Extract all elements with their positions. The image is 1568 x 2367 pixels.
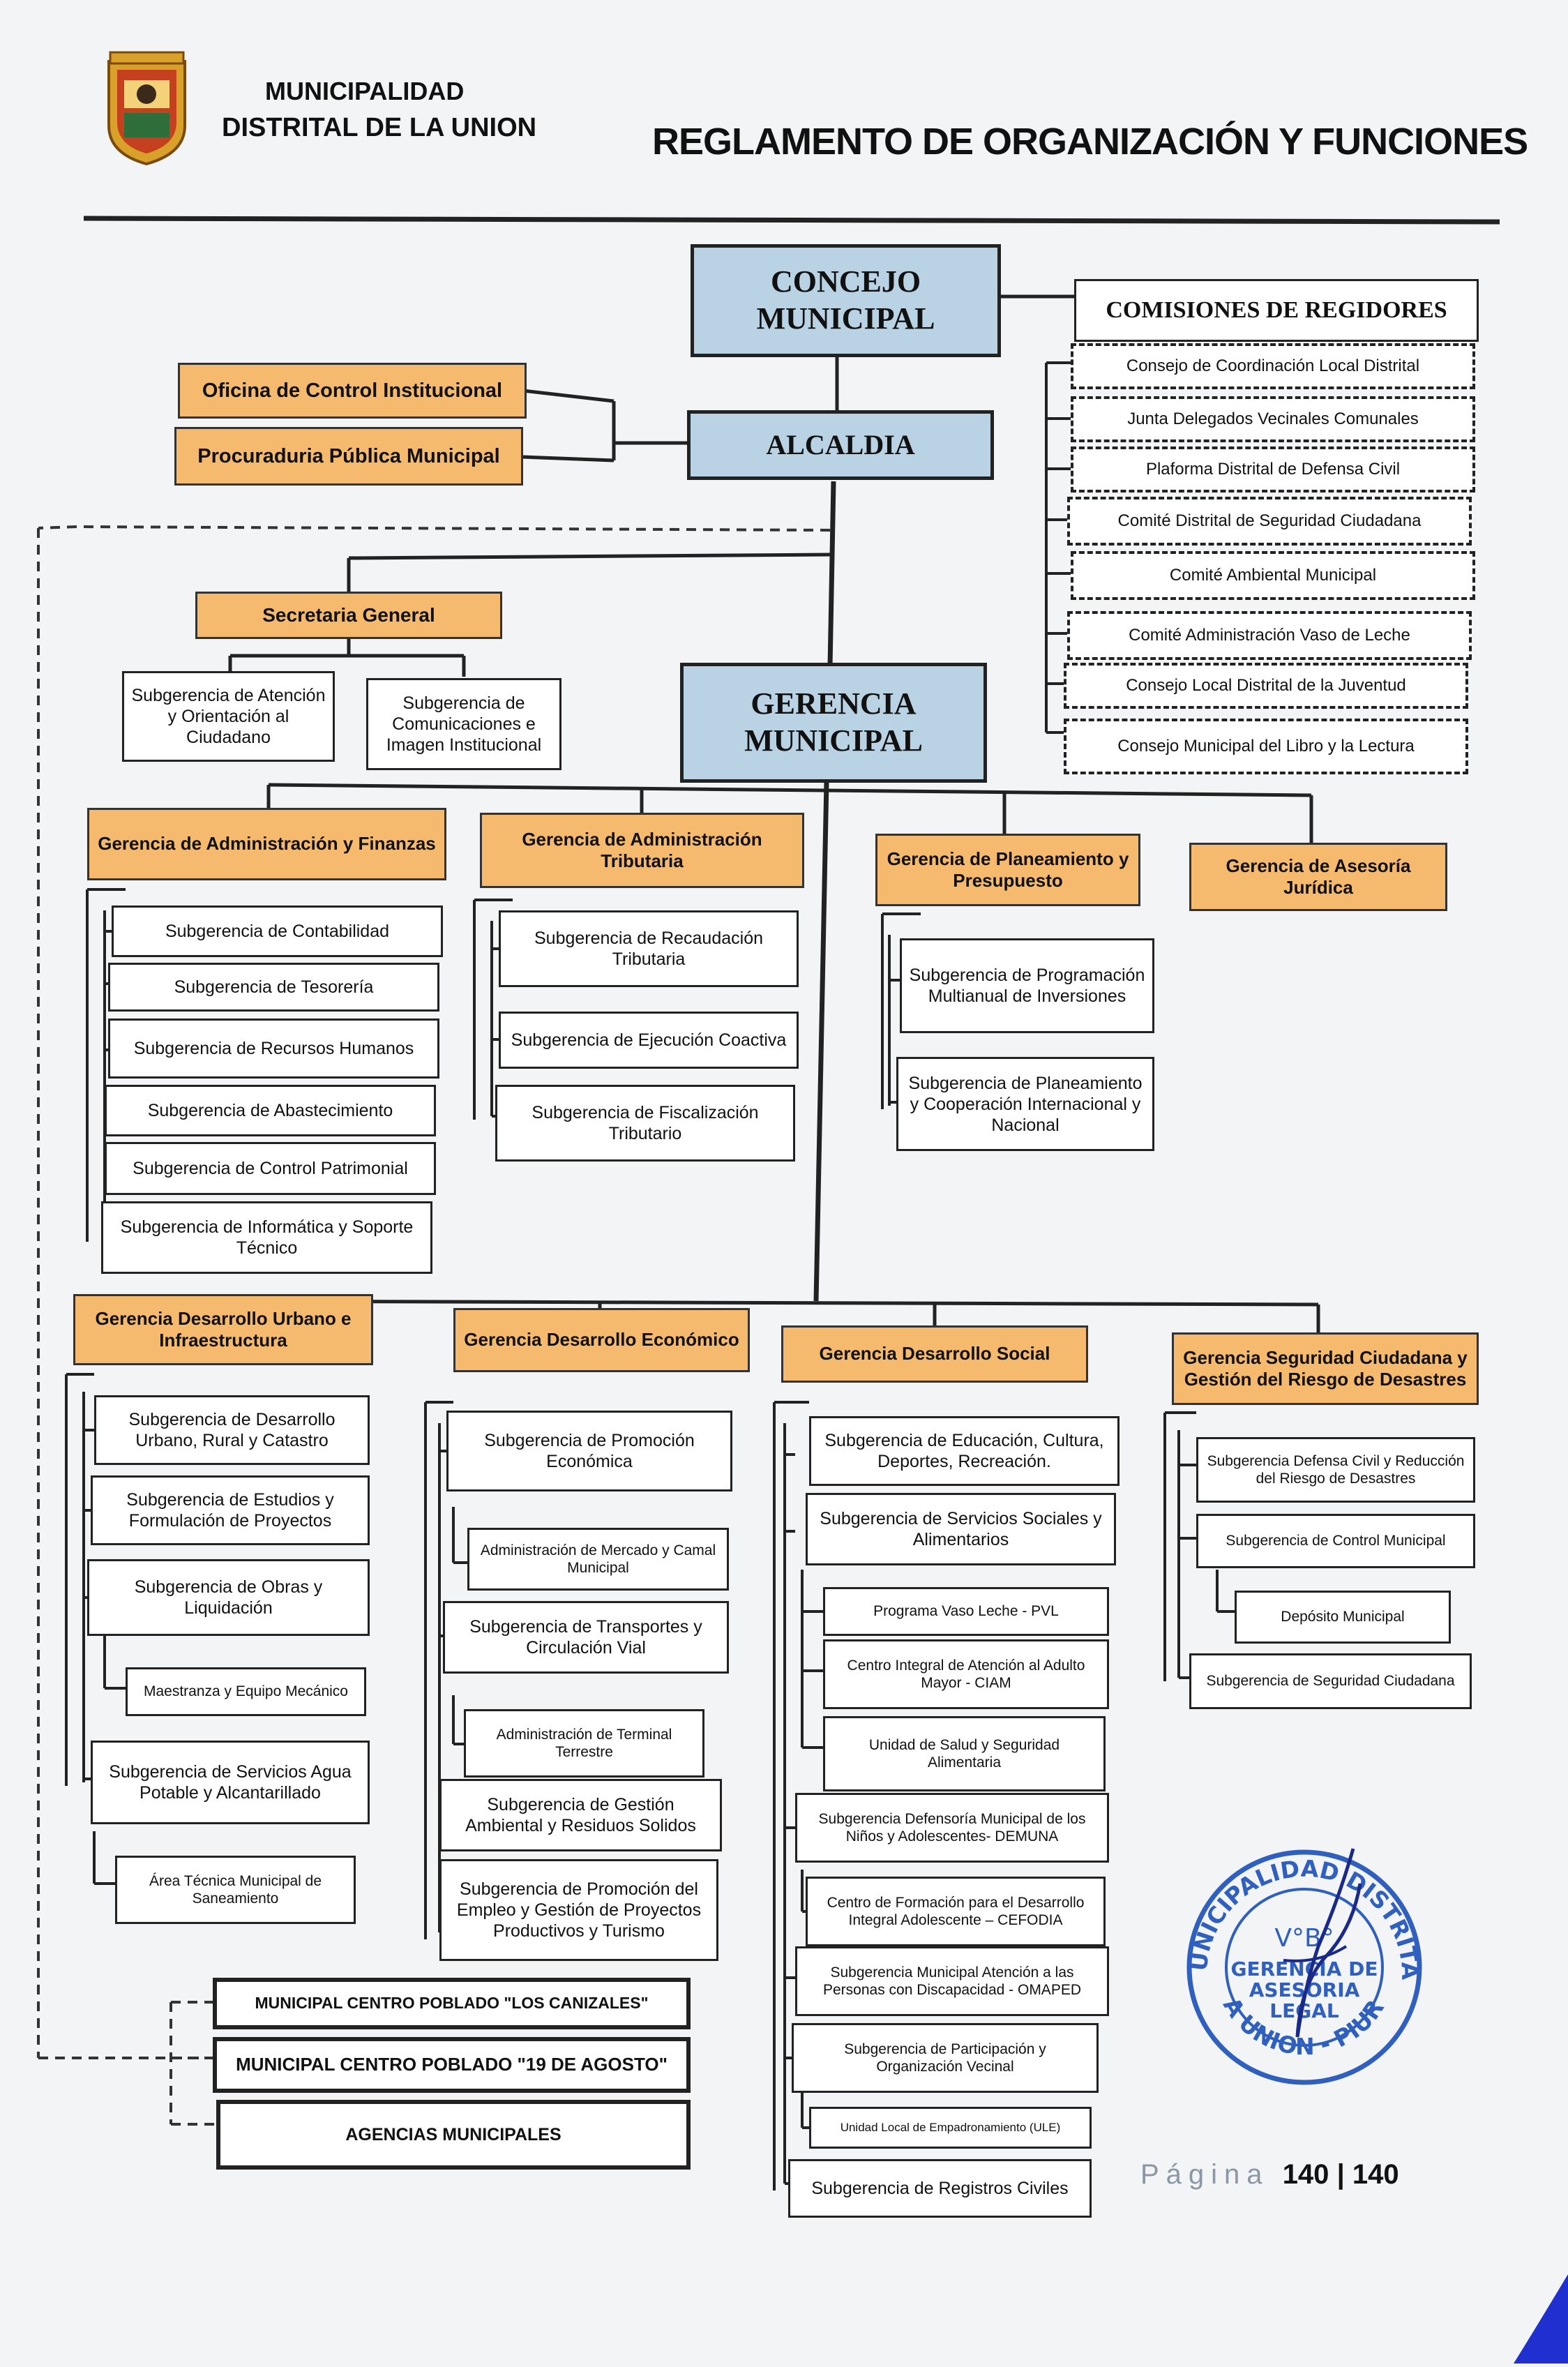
subgerencia-item: Subgerencia de Contabilidad (112, 906, 443, 957)
gerencia-administracion-tributaria: Gerencia de Administración Tributaria (480, 813, 804, 888)
subgerencia-item: Subgerencia Defensa Civil y Reducción del Riesgo de Desastres (1196, 1437, 1475, 1503)
stamp-line2: ASESORIA (1249, 1978, 1360, 2001)
subgerencia-item: Subgerencia de Participación y Organización Vecinal (792, 2023, 1099, 2093)
subgerencia-item: Subgerencia de Fiscalización Tributario (495, 1085, 795, 1162)
subgerencia-item: Subgerencia de Gestión Ambiental y Residuos Solidos (439, 1779, 722, 1851)
gerencia-administracion-finanzas: Gerencia de Administración y Finanzas (87, 808, 446, 880)
procuraduria-publica: Procuraduria Pública Municipal (174, 427, 523, 486)
institution-name-line1: MUNICIPALIDAD (265, 77, 465, 105)
concejo-municipal-box: CONCEJO MUNICIPAL (691, 244, 1001, 357)
centro-poblado-19-agosto: MUNICIPAL CENTRO POBLADO "19 DE AGOSTO" (213, 2037, 691, 2093)
subgerencia-item: Subgerencia de Estudios y Formulación de Proyectos (91, 1475, 370, 1545)
subgerencia-item: Subgerencia de Recaudación Tributaria (499, 910, 799, 987)
gerencia-desarrollo-urbano: Gerencia Desarrollo Urbano e Infraestructura (73, 1294, 373, 1365)
comision-item: Comité Distrital de Seguridad Ciudadana (1067, 497, 1472, 546)
subgerencia-item: Subgerencia de Educación, Cultura, Deportes, Recreación. (809, 1416, 1120, 1486)
subgerencia-item: Subgerencia de Planeamiento y Cooperación Internacional y Nacional (896, 1057, 1154, 1151)
comisiones-regidores-title: COMISIONES DE REGIDORES (1074, 279, 1479, 342)
subgerencia-item: Subgerencia de Informática y Soporte Técnico (101, 1201, 432, 1274)
subgerencia-item: Administración de Mercado y Camal Municipal (467, 1528, 729, 1591)
comision-item: Comité Administración Vaso de Leche (1067, 611, 1472, 660)
subgerencia-item: Maestranza y Equipo Mecánico (126, 1667, 366, 1716)
document-title: REGLAMENTO DE ORGANIZACIÓN Y FUNCIONES (652, 121, 1528, 163)
stamp-ring-bottom: A UNION - PIUR (1217, 1992, 1389, 2061)
subgerencia-item: Subgerencia de Servicios Sociales y Alimentarios (806, 1493, 1116, 1565)
comision-item: Consejo Municipal del Libro y la Lectura (1064, 719, 1468, 774)
subgerencia-item: Subgerencia de Transportes y Circulación Vial (443, 1601, 729, 1674)
subgerencia-item: Área Técnica Municipal de Saneamiento (115, 1856, 356, 1924)
institution-name-line2: DISTRITAL DE LA UNION (222, 113, 537, 142)
agencias-municipales: AGENCIAS MUNICIPALES (216, 2100, 691, 2170)
gerencia-asesoria-juridica: Gerencia de Asesoría Jurídica (1189, 843, 1447, 911)
subgerencia-item: Subgerencia de Registros Civiles (788, 2159, 1092, 2218)
page-footer (1140, 2159, 1399, 2191)
alcaldia-box: ALCALDIA (687, 410, 994, 480)
centro-poblado-los-canizales: MUNICIPAL CENTRO POBLADO "LOS CANIZALES" (213, 1978, 691, 2029)
subgerencia-item: Unidad Local de Empadronamiento (ULE) (809, 2107, 1092, 2149)
page-total: 140 (1352, 2159, 1399, 2190)
subgerencia-item: Subgerencia de Promoción del Empleo y Gestión de Proyectos Productivos y Turismo (439, 1859, 718, 1961)
subgerencia-item: Unidad de Salud y Seguridad Alimentaria (823, 1716, 1106, 1791)
gerencia-desarrollo-economico: Gerencia Desarrollo Económico (453, 1308, 750, 1372)
comision-item: Comité Ambiental Municipal (1071, 551, 1475, 600)
blue-corner-mark (1507, 2274, 1568, 2364)
subgerencia-item: Subgerencia de Programación Multianual de Inversiones (900, 938, 1154, 1033)
gerencia-municipal-box: GERENCIA MUNICIPAL (680, 663, 987, 783)
subgerencia-item: Subgerencia de Abastecimiento (105, 1085, 436, 1136)
stamp-ring-top: UNICIPALIDAD DISTRITA (1184, 1854, 1424, 1981)
subgerencia-item: Depósito Municipal (1235, 1591, 1451, 1644)
stamp-line3: LEGAL (1269, 1999, 1339, 2022)
comision-item: Plaforma Distrital de Defensa Civil (1071, 446, 1475, 493)
page-label: Página (1140, 2159, 1269, 2190)
page-number: 140 (1282, 2159, 1329, 2190)
subgerencia-item: Programa Vaso Leche - PVL (823, 1587, 1109, 1636)
subgerencia-item: Subgerencia de Desarrollo Urbano, Rural y Catastro (94, 1395, 370, 1465)
sec-sub-comunicaciones: Subgerencia de Comunicaciones e Imagen Institucional (366, 678, 561, 770)
legal-stamp (1179, 1842, 1430, 2093)
gerencia-seguridad-ciudadana: Gerencia Seguridad Ciudadana y Gestión del Riesgo de Desastres (1172, 1332, 1479, 1405)
comision-item: Consejo Local Distrital de la Juventud (1064, 663, 1468, 709)
stamp-line1: GERENCIA DE (1230, 1958, 1378, 1981)
secretaria-general: Secretaria General (195, 592, 502, 639)
subgerencia-item: Subgerencia de Ejecución Coactiva (499, 1012, 799, 1069)
gerencia-desarrollo-social: Gerencia Desarrollo Social (781, 1325, 1088, 1383)
subgerencia-item: Subgerencia de Control Patrimonial (105, 1142, 436, 1195)
sec-sub-atencion: Subgerencia de Atención y Orientación al Ciudadano (122, 671, 335, 762)
stamp-vb: V°B° (1274, 1924, 1334, 1953)
subgerencia-item: Administración de Terminal Terrestre (464, 1709, 704, 1778)
subgerencia-item: Centro Integral de Atención al Adulto Mayor - CIAM (823, 1639, 1109, 1709)
gerencia-planeamiento-presupuesto: Gerencia de Planeamiento y Presupuesto (875, 834, 1140, 906)
subgerencia-item: Subgerencia Defensoría Municipal de los Niños y Adolescentes- DEMUNA (795, 1793, 1109, 1863)
municipal-logo (103, 49, 190, 167)
comision-item: Consejo de Coordinación Local Distrital (1071, 343, 1475, 389)
subgerencia-item: Subgerencia de Obras y Liquidación (87, 1559, 370, 1636)
subgerencia-item: Subgerencia de Recursos Humanos (108, 1019, 439, 1079)
subgerencia-item: Subgerencia de Seguridad Ciudadana (1189, 1653, 1472, 1709)
subgerencia-item: Subgerencia de Tesorería (108, 963, 439, 1012)
subgerencia-item: Subgerencia de Promoción Económica (446, 1411, 732, 1491)
subgerencia-item: Subgerencia de Control Municipal (1196, 1514, 1475, 1568)
oficina-control-institucional: Oficina de Control Institucional (178, 363, 527, 419)
subgerencia-item: Subgerencia Municipal Atención a las Personas con Discapacidad - OMAPED (795, 1946, 1109, 2016)
subgerencia-item: Subgerencia de Servicios Agua Potable y Alcantarillado (91, 1741, 370, 1824)
subgerencia-item: Centro de Formación para el Desarrollo Integral Adolescente – CEFODIA (806, 1877, 1106, 1946)
page-separator: | (1336, 2159, 1352, 2190)
comision-item: Junta Delegados Vecinales Comunales (1071, 396, 1475, 442)
